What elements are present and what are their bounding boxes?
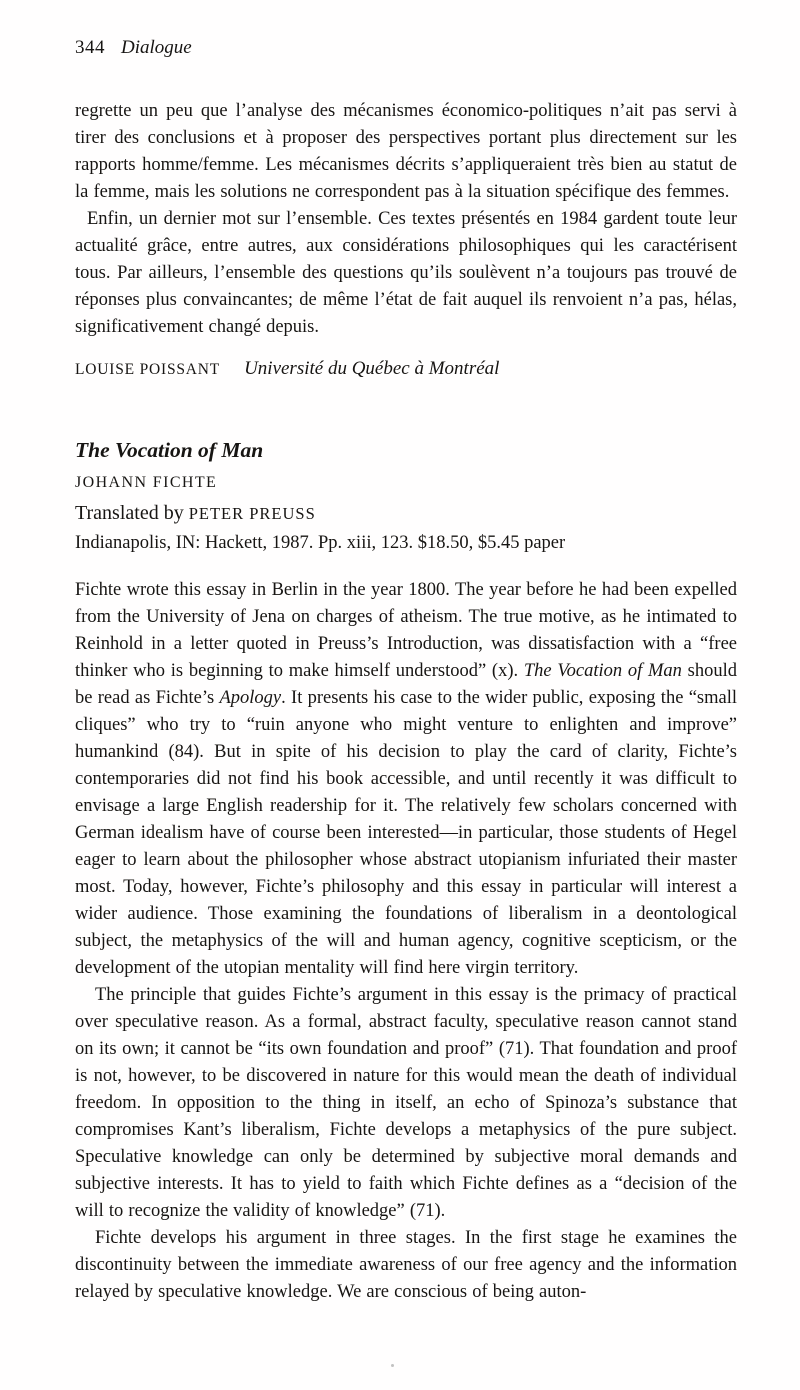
book-imprint: Indianapolis, IN: Hackett, 1987. Pp. xiii, 123. $18.50, $5.45 paper (75, 533, 566, 553)
book-title-italic: The Vocation of Man (523, 661, 682, 681)
review-text-segment: should be read as Fichte’s (75, 661, 737, 708)
translator-name: PETER PREUSS (188, 504, 316, 523)
review-text-segment: . It presents his case to the wider public, exposing the “small cliques” who try to “ruin anyone who might venture to enlighten and improve” humankind (84). But in spite of his decision to play the card of clarity, Fichte’s contemporaries did not find his book accessible, and until recently it was difficult to envisage a large English readership for it. The relatively few scholars concerned with German idealism have of course been interested—in particular, those students of Hegel eager to learn about the philosopher whose abstract utopianism infuriated their master most. Today, however, Fichte’s philosophy and this essay in particular will interest a wider audience. Those examining the foundations of liberalism in a deontological subject, the metaphysics of the will and human agency, cognitive scepticism, or the development of the utopian mentality will find here virgin territory. (75, 688, 737, 978)
book-translator-line (75, 500, 737, 527)
translated-by-text: Translated by (75, 502, 189, 524)
book-author: JOHANN FICHTE (75, 474, 218, 491)
review-body (75, 577, 737, 1306)
reviewer-affiliation: Université du Québec à Montréal (244, 358, 500, 379)
apology-title-italic: Apology (219, 688, 282, 708)
previous-review-closing-paragraph: Enfin, un dernier mot sur l’ensemble. Ces textes présentés en 1984 gardent toute leur actualité grâce, entre autres, aux considérations philosophiques qui les caractérisent tous. Par ailleurs, l’ensemble des questions qu’ils soulèvent n’a toujours pas trouvé de réponses plus convaincantes; de même l’état de fait auquel ils renvoient n’a pas, hélas, significativement changé depuis. (75, 209, 737, 337)
running-head (75, 36, 737, 60)
review-paragraph-1 (75, 577, 737, 982)
page-number: 344 (75, 37, 105, 58)
book-title: The Vocation of Man (75, 438, 264, 462)
review-paragraph-3: Fichte develops his argument in three stages. In the first stage he examines the discontinuity between the immediate awareness of our free agency and the information relayed by speculative knowledge. We are conscious of being auton- (75, 1228, 737, 1302)
review-text-segment: Fichte wrote this essay in Berlin in the year 1800. The year before he had been expelled from the University of Jena on charges of atheism. The true motive, as he intimated to Reinhold in a letter quoted in Preuss’s Introduction, was dissatisfaction with a “free thinker who is beginning to make himself understood” (x). (75, 580, 737, 681)
journal-title: Dialogue (121, 37, 192, 58)
previous-review-paragraph-continuation: regrette un peu que l’analyse des mécanismes économico-politiques n’ait pas servi à tirer des conclusions et à proposer des perspectives portant plus directement sur les rapports homme/femme. Les mécanismes décrits s’appliqueraient très bien au statut de la femme, mais les solutions ne correspondent pas à la situation spécifique des femmes. (75, 101, 737, 202)
reviewer-byline (75, 357, 737, 382)
reviewer-name: LOUISE POISSANT (75, 361, 221, 378)
book-heading (75, 436, 737, 556)
review-paragraph-2: The principle that guides Fichte’s argument in this essay is the primacy of practical over speculative reason. As a formal, abstract faculty, speculative reason cannot stand on its own; it cannot be “its own foundation and proof” (71). That foundation and proof is not, however, to be discovered in nature for this would mean the death of individual freedom. In opposition to the thing in itself, an echo of Spinoza’s substance that compromises Kant’s liberalism, Fichte develops a metaphysics of the pure subject. Speculative knowledge can only be determined by subjective moral demands and subjective interests. It has to yield to faith which Fichte defines as a “decision of the will to recognize the validity of knowledge” (71). (75, 985, 737, 1221)
scan-artifact-speck (391, 1364, 394, 1367)
